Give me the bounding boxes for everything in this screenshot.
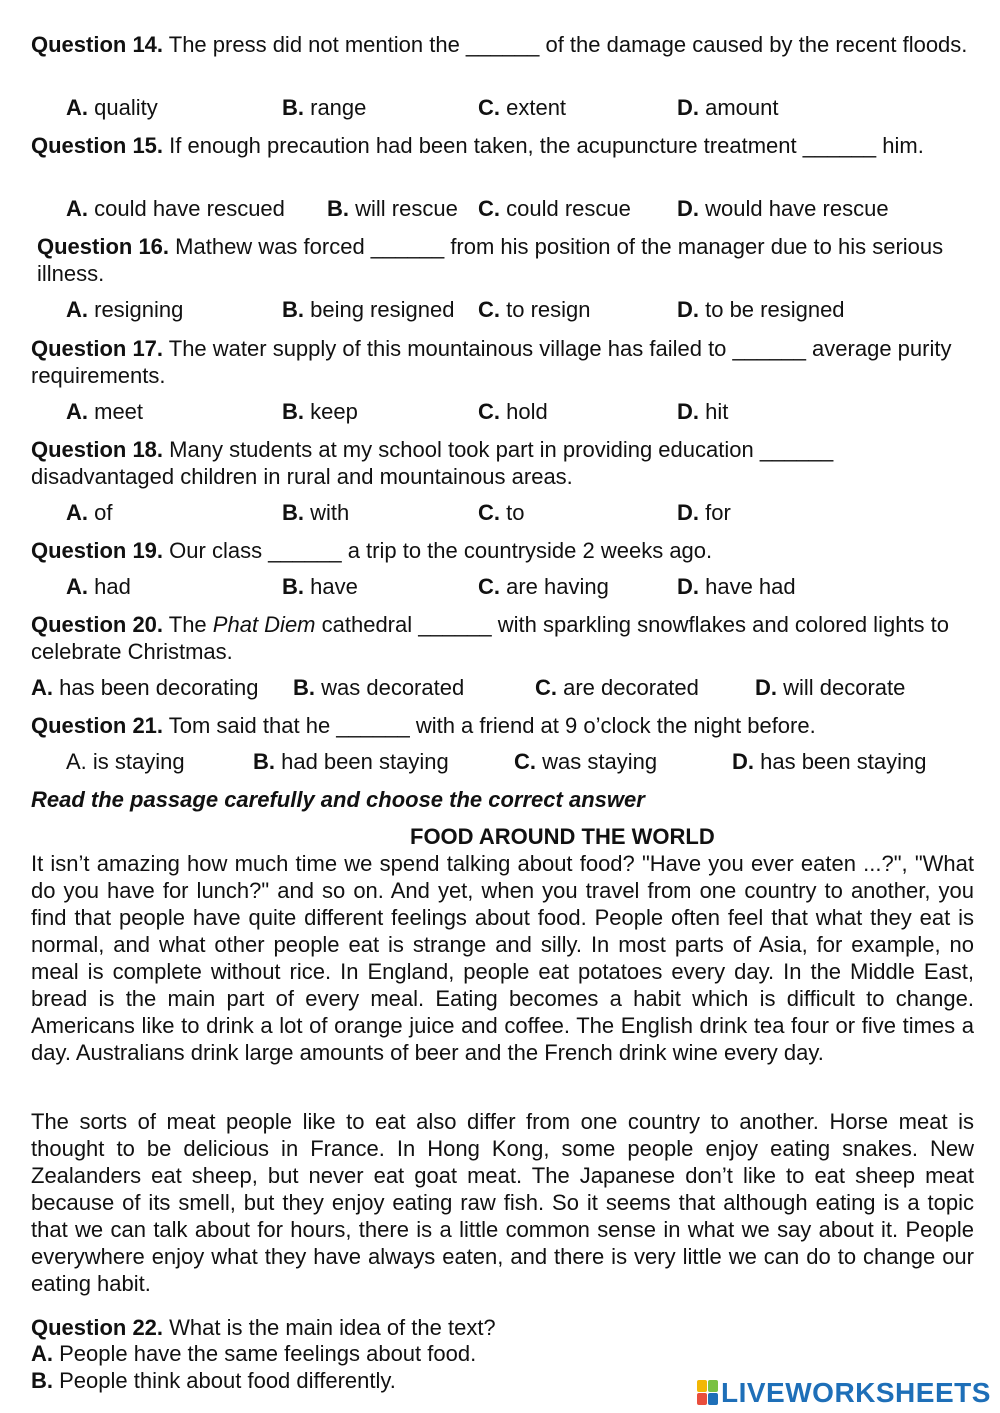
question-number: Question 18. <box>31 437 164 462</box>
reading-instruction: Read the passage carefully and choose the correct answer <box>31 787 645 812</box>
passage-title: FOOD AROUND THE WORLD <box>410 824 715 849</box>
passage-paragraph-2: The sorts of meat people like to eat also differ from one country to another. Horse meat is thought to be delicious in France. In Hong Kong, some people enjoy eating snakes. New Zealanders eat sheep, but never eat goat meat. The Japanese don’t like to eat sheep meat because of its smell, but they enjoy eating raw fish. So it seems that although eating is a topic that we can talk about for hours, there is a little common sense in what we say about it. People everywhere enjoy what they have always eaten, and there is very little we can do to change our eating habit. <box>31 1109 974 1296</box>
option-c[interactable]: C. to <box>478 500 525 525</box>
option-c[interactable]: C. hold <box>478 399 548 424</box>
option-d[interactable]: D. amount <box>677 95 779 120</box>
option-a[interactable]: A. People have the same feelings about food. <box>31 1341 477 1366</box>
question-text: The water supply of this mountainous village has failed to ______ average purity requirements. <box>31 336 952 388</box>
question-number: Question 21. <box>31 713 164 738</box>
option-c[interactable]: C. was staying <box>514 749 658 774</box>
question-text: The <box>163 612 213 637</box>
question-number: Question 14. <box>31 32 164 57</box>
option-a[interactable]: A. resigning <box>66 297 184 322</box>
option-a[interactable]: A. had <box>66 574 131 599</box>
option-b[interactable]: B. have <box>282 574 358 599</box>
liveworksheets-logo-icon <box>697 1380 719 1406</box>
question-text: Tom said that he ______ with a friend at 9 o’clock the night before. <box>163 713 816 738</box>
option-a[interactable]: A. quality <box>66 95 158 120</box>
question-text: Our class ______ a trip to the countryside 2 weeks ago. <box>163 538 713 563</box>
option-c[interactable]: C. are having <box>478 574 609 599</box>
question-text: Mathew was forced ______ from his position of the manager due to his serious illness. <box>37 234 944 286</box>
question-text: If enough precaution had been taken, the acupuncture treatment ______ him. <box>163 133 924 158</box>
question-20 <box>31 611 971 665</box>
option-b[interactable]: B. keep <box>282 399 358 424</box>
option-b[interactable]: B. being resigned <box>282 297 455 322</box>
question-21 <box>31 712 971 739</box>
question-number: Question 15. <box>31 133 164 158</box>
question-number: Question 19. <box>31 538 164 563</box>
passage-paragraph-1: It isn’t amazing how much time we spend talking about food? "Have you ever eaten ...?", "What do you have for lunch?" and so on. And yet, when you travel from one country to another, you find that people have quite different feelings about food. People often feel that what they eat is normal, and what other people eat is strange and silly. In most parts of Asia, for example, no meal is complete without rice. In England, people eat potatoes every day. In the Middle East, bread is the main part of every meal. Eating becomes a habit which is difficult to change. Americans like to drink a lot of orange juice and coffee. The English drink tea four or five times a day. Australians drink large amounts of beer and the French drink wine every day. <box>31 851 974 1065</box>
option-b[interactable]: B. range <box>282 95 367 120</box>
option-a[interactable]: A. is staying <box>66 749 185 774</box>
question-16 <box>37 233 977 287</box>
option-d[interactable]: D. have had <box>677 574 796 599</box>
option-a[interactable]: A. has been decorating <box>31 675 259 700</box>
question-17 <box>31 335 971 389</box>
option-a[interactable]: A. could have rescued <box>66 196 285 221</box>
question-22 <box>31 1314 971 1341</box>
option-d[interactable]: D. would have rescue <box>677 196 889 221</box>
question-number: Question 22. <box>31 1315 164 1340</box>
question-text-rest: cathedral ______ with sparkling snowflakes and colored lights to celebrate Christmas. <box>31 612 950 664</box>
option-b[interactable]: B. People think about food differently. <box>31 1368 396 1393</box>
question-19 <box>31 537 971 564</box>
option-c[interactable]: C. to resign <box>478 297 591 322</box>
question-number: Question 20. <box>31 612 164 637</box>
liveworksheets-wordmark: LIVEWORKSHEETS <box>721 1377 991 1408</box>
option-a[interactable]: A. meet <box>66 399 144 424</box>
option-d[interactable]: D. has been staying <box>732 749 927 774</box>
question-text: The press did not mention the ______ of the damage caused by the recent floods. <box>163 32 968 57</box>
question-number: Question 16. <box>37 234 170 259</box>
option-c[interactable]: C. could rescue <box>478 196 631 221</box>
option-c[interactable]: C. extent <box>478 95 567 120</box>
option-b[interactable]: B. with <box>282 500 350 525</box>
option-b[interactable]: B. will rescue <box>327 196 458 221</box>
question-number: Question 17. <box>31 336 164 361</box>
question-18 <box>31 436 971 490</box>
option-d[interactable]: D. to be resigned <box>677 297 845 322</box>
option-d[interactable]: D. will decorate <box>755 675 906 700</box>
option-b[interactable]: B. was decorated <box>293 675 465 700</box>
option-d[interactable]: D. for <box>677 500 731 525</box>
question-text: Many students at my school took part in providing education ______ disadvantaged children in rural and mountainous areas. <box>31 437 834 489</box>
option-d[interactable]: D. hit <box>677 399 729 424</box>
option-c[interactable]: C. are decorated <box>535 675 699 700</box>
place-name: Phat Diem <box>212 612 316 637</box>
liveworksheets-logo[interactable] <box>697 1378 991 1408</box>
option-a[interactable]: A. of <box>66 500 113 525</box>
question-15 <box>31 132 971 159</box>
question-14 <box>31 31 971 58</box>
question-text: What is the main idea of the text? <box>163 1315 496 1340</box>
option-b[interactable]: B. had been staying <box>253 749 449 774</box>
